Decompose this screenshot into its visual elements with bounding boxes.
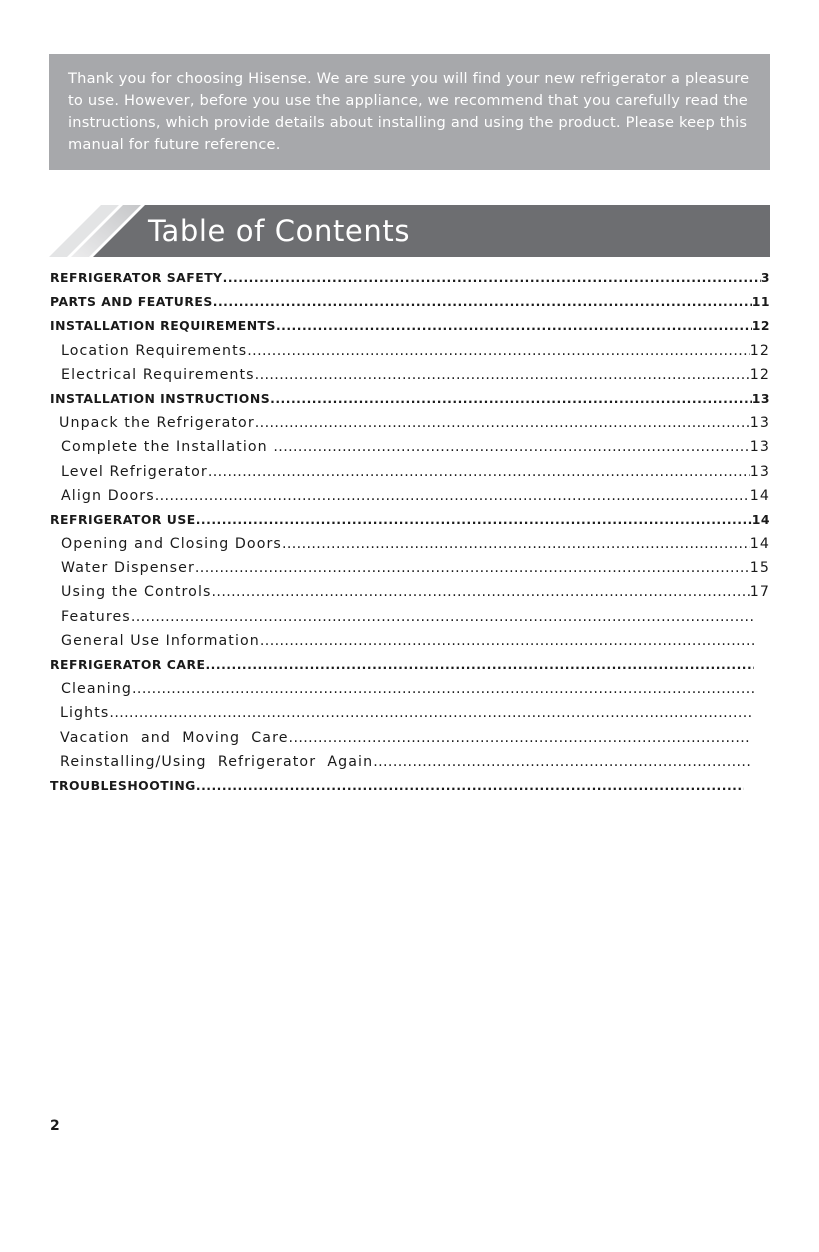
toc-entry-page: 15 [749,560,770,577]
toc-entry-refrigerator-use[interactable] [50,512,770,536]
toc-entry-page: 13 [749,439,770,456]
toc-dot-leader [196,778,744,793]
toc-dot-leader [373,754,750,770]
intro-box [49,54,770,170]
toc-entry-label: Location Requirements [61,342,248,359]
toc-entry-page: 17 [749,584,770,601]
toc-entry-general-use-information[interactable] [50,633,770,657]
toc-entry-label: Electrical Requirements [61,366,255,383]
toc-entry-page: 11 [751,294,770,310]
toc-title: Table of Contents [148,214,411,248]
toc-entry-electrical-requirements[interactable] [50,367,770,391]
toc-dot-leader [212,584,750,600]
toc-dot-leader [205,657,754,672]
toc-entry-label: TROUBLESHOOTING [50,777,196,793]
toc-entry-installation-requirements[interactable] [50,318,770,342]
toc-entry-label: Cleaning [61,681,133,698]
toc-entry-parts-and-features[interactable] [50,294,770,318]
toc-entry-label: General Use Information [61,632,260,649]
toc-dot-leader [195,560,750,576]
toc-dot-leader [273,439,749,455]
toc-dot-leader [155,488,750,504]
intro-text: Thank you for choosing Hisense. We are sure you will find your new refrigerator a pleasure to use. However, before you use the appliance, we recommend that you carefully read the instructions, which provide details about installing and using the product. Please keep this manual for future reference. [68,70,750,153]
toc-entry-cleaning[interactable] [50,681,770,705]
toc-entry-refrigerator-safety[interactable] [50,270,770,294]
toc-entry-using-the-controls[interactable] [50,584,770,608]
toc-entry-location-requirements[interactable] [50,343,770,367]
toc-entry-label: REFRIGERATOR SAFETY [50,270,223,285]
toc-entry-installation-instructions[interactable] [50,391,770,415]
toc-entry-align-doors[interactable] [50,488,770,512]
toc-entry-label: Opening and Closing Doors [61,536,282,553]
toc-entry-page: 14 [749,536,770,553]
toc-dot-leader [109,705,754,721]
toc-dot-leader [260,633,754,649]
toc-entry-label: INSTALLATION INSTRUCTIONS [50,390,271,406]
toc-entry-vacation-and-moving-care[interactable] [50,730,770,754]
toc-entry-lights[interactable] [50,705,770,729]
toc-dot-leader [223,270,761,285]
toc-entry-label: Lights [60,705,110,722]
toc-entry-label: REFRIGERATOR CARE [50,657,206,672]
toc-entry-page: 13 [749,463,770,480]
toc-entry-page: 14 [749,487,770,504]
toc-entry-unpack-the-refrigerator[interactable] [50,415,770,439]
toc-entry-page: 13 [751,390,770,406]
toc-entry-refrigerator-care[interactable] [50,657,770,681]
toc-dot-leader [131,609,754,625]
toc-dot-leader [132,681,754,697]
toc-entry-level-refrigerator[interactable] [50,464,770,488]
toc-dot-leader [270,391,752,406]
toc-entry-label: Using the Controls [61,584,212,601]
toc-entry-label: Unpack the Refrigerator [59,415,255,432]
toc-dot-leader [196,512,752,527]
toc-dot-leader [289,730,750,746]
toc-dot-leader [282,536,750,552]
toc-entry-label: Reinstalling/Using Refrigerator Again [60,753,374,770]
toc-entry-complete-the-installation[interactable] [50,439,770,463]
toc-entry-page: 3 [760,270,770,285]
toc-entry-page: 12 [749,366,770,383]
toc-entry-page: 12 [749,342,770,359]
toc-dot-leader [247,343,749,359]
toc-dot-leader [213,294,752,309]
toc-entry-page: 13 [749,415,770,432]
toc-entry-water-dispenser[interactable] [50,560,770,584]
toc-dot-leader [208,464,750,480]
toc-entry-reinstalling-using-refrigerator-again[interactable] [50,754,770,778]
toc-entry-opening-and-closing-doors[interactable] [50,536,770,560]
toc-entry-page: 12 [751,318,770,334]
toc-dot-leader [255,415,750,431]
page-number: 2 [50,1118,60,1134]
toc-entry-features[interactable] [50,609,770,633]
toc-entry-label: Complete the Installation [61,439,274,456]
toc-entry-label: Align Doors [61,487,155,504]
toc-entry-label: Level Refrigerator [61,463,208,480]
toc-banner [49,205,770,257]
toc-dot-leader [276,318,752,333]
toc-dot-leader [255,367,750,383]
toc-entry-troubleshooting[interactable] [50,778,770,802]
toc-entry-label: REFRIGERATOR USE [50,511,196,527]
toc-entry-label: PARTS AND FEATURES [50,294,213,310]
toc-entry-label: Vacation and Moving Care [60,729,289,746]
toc-entry-page: 14 [751,511,770,527]
toc-list [50,270,770,802]
toc-entry-label: INSTALLATION REQUIREMENTS [50,318,276,334]
toc-entry-label: Water Dispenser [61,560,195,577]
toc-entry-label: Features [61,608,131,625]
